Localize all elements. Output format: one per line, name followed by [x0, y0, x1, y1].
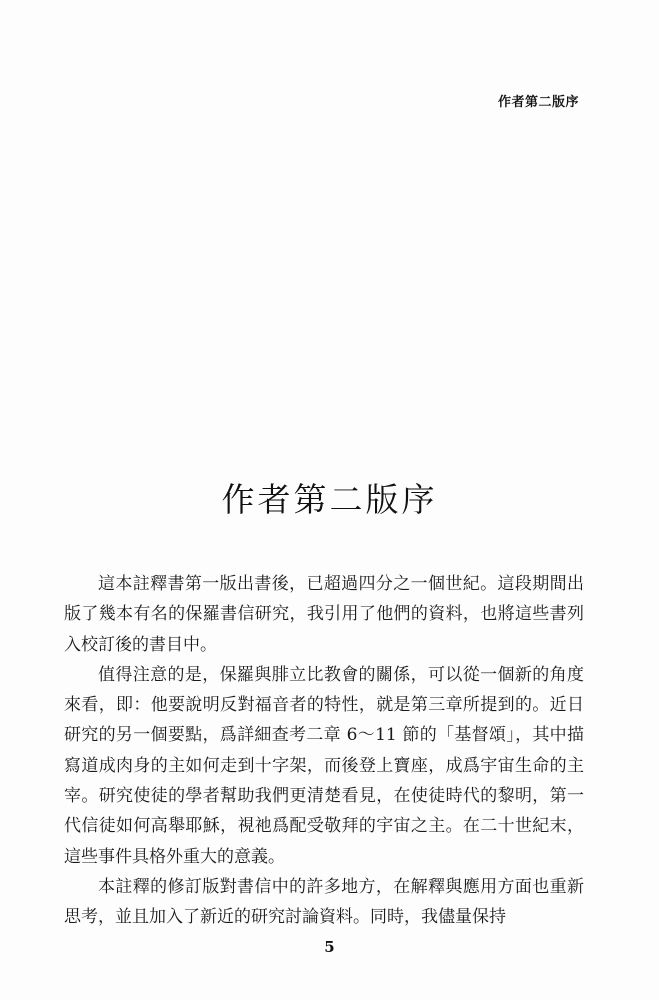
paragraph: 值得注意的是，保羅與腓立比教會的關係，可以從一個新的角度來看，即：他要說明反對福音者的特性，就是第三章所提到的。近日研究的另一個要點，爲詳細查考二章 6～11 節的「基督頌」，其中描寫道成肉身的主如何走到十字架，而後登上寶座，成爲宇宙生命的主宰。研究使徒的學者幫助我們更清楚看見，在使徒時代的黎明，第一代信徒如何高舉耶穌，視祂爲配受敬拜的宇宙之主。在二十世紀末，這些事件具格外重大的意義。	[64, 664, 584, 867]
body-text	[64, 569, 584, 933]
page-number: 5	[324, 938, 335, 956]
paragraph: 本註釋的修訂版對書信中的許多地方，在解釋與應用方面也重新思考，並且加入了新近的研究討論資料。同時，我儘量保持	[64, 876, 584, 928]
paragraph: 這本註釋書第一版出書後，已超過四分之一個世紀。這段期間出版了幾本有名的保羅書信研究，我引用了他們的資料，也將這些書列入校訂後的書目中。	[64, 574, 584, 655]
page-title: 作者第二版序	[221, 480, 438, 520]
running-header: 作者第二版序	[497, 95, 579, 110]
